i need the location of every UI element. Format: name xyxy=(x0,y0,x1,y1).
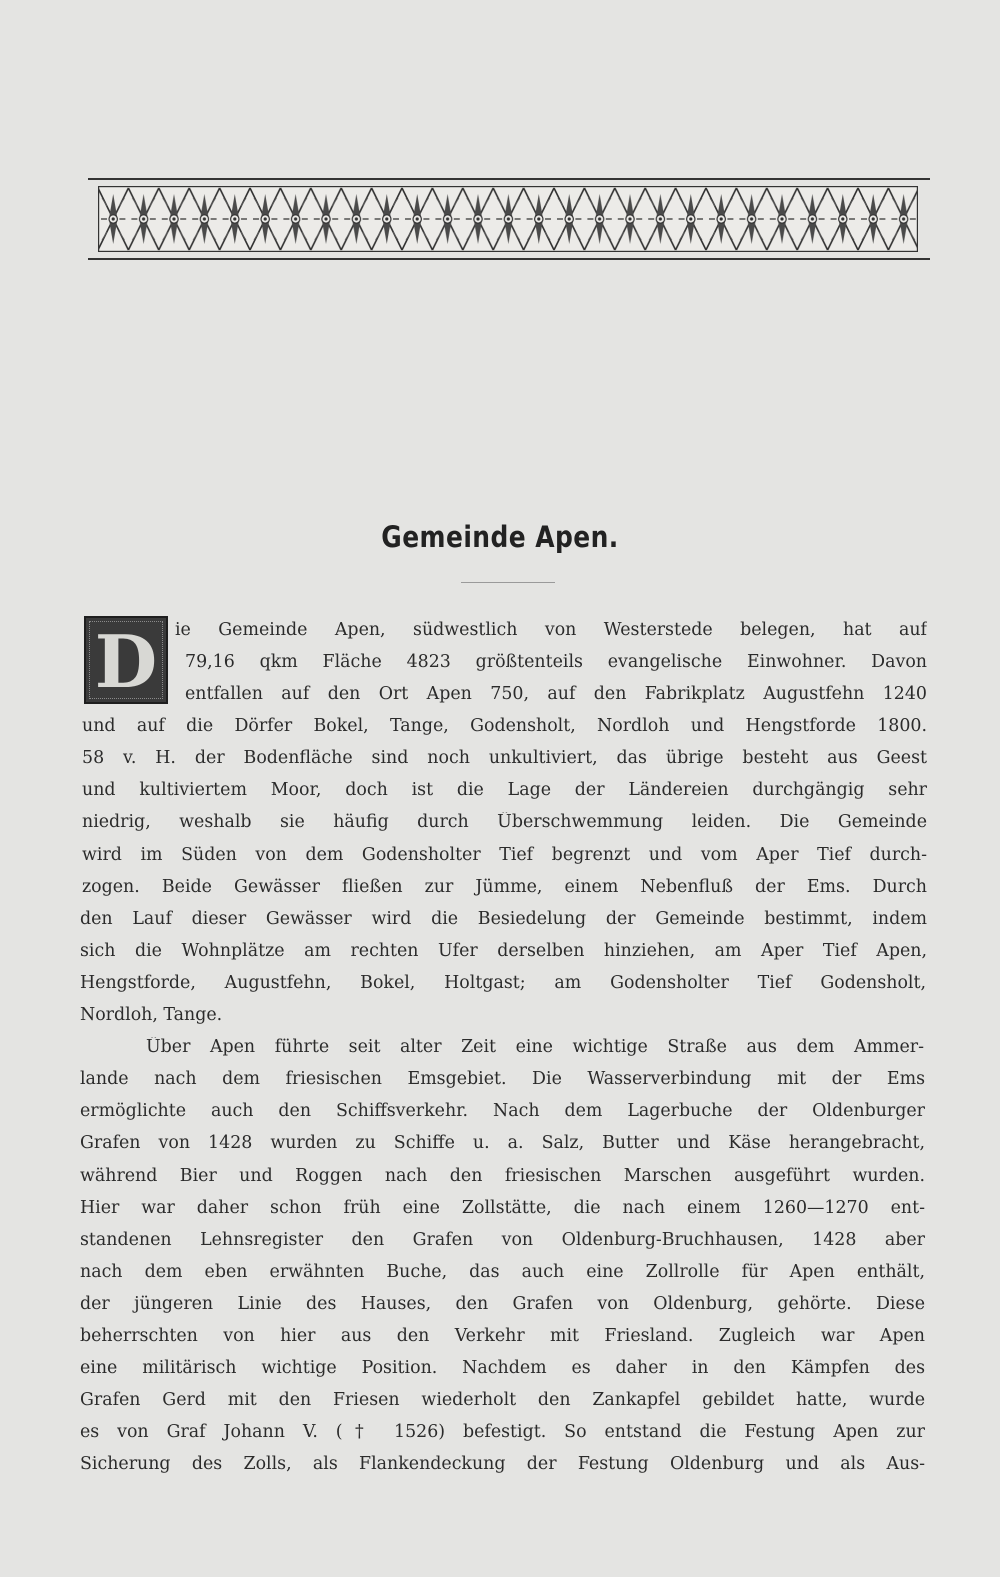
text-line: und auf die Dörfer Bokel, Tange, Godensholt, Nordloh und Hengstforde 1800. xyxy=(82,716,927,736)
text-line: 58 v. H. der Bodenfläche sind noch unkultiviert, das übrige besteht aus Geest xyxy=(82,748,927,768)
text-line: beherrschten von hier aus den Verkehr mit Friesland. Zugleich war Apen xyxy=(80,1326,925,1346)
text-line: Sicherung des Zolls, als Flankendeckung der Festung Oldenburg und als Aus- xyxy=(80,1454,925,1474)
text-line: wird im Süden von dem Godensholter Tief begrenzt und vom Aper Tief durch- xyxy=(82,845,927,865)
ornament-pattern-icon xyxy=(98,186,918,252)
text-line: niedrig, weshalb sie häufig durch Überschwemmung leiden. Die Gemeinde xyxy=(82,812,927,832)
title-divider xyxy=(461,582,555,583)
text-line: ermöglichte auch den Schiffsverkehr. Nach dem Lagerbuche der Oldenburger xyxy=(80,1101,925,1121)
text-line: entfallen auf den Ort Apen 750, auf den Fabrikplatz Augustfehn 1240 xyxy=(185,684,927,704)
text-line: es von Graf Johann V. († 1526) befestigt. So entstand die Festung Apen zur xyxy=(80,1422,925,1442)
text-line: während Bier und Roggen nach den friesischen Marschen ausgeführt wurden. xyxy=(80,1166,925,1186)
page-title: Gemeinde Apen. xyxy=(381,520,619,554)
text-line: Über Apen führte seit alter Zeit eine wichtige Straße aus dem Ammer- xyxy=(146,1037,924,1057)
text-line: der jüngeren Linie des Hauses, den Grafen von Oldenburg, gehörte. Diese xyxy=(80,1294,925,1314)
text-line: ie Gemeinde Apen, südwestlich von Westerstede belegen, hat auf xyxy=(175,620,927,640)
text-line: eine militärisch wichtige Position. Nachdem es daher in den Kämpfen des xyxy=(80,1358,925,1378)
text-line: standenen Lehnsregister den Grafen von Oldenburg-Bruchhausen, 1428 aber xyxy=(80,1230,925,1250)
drop-cap-initial xyxy=(84,616,168,704)
text-line: Grafen von 1428 wurden zu Schiffe u. a. Salz, Butter und Käse herangebracht, xyxy=(80,1133,925,1153)
text-line: den Lauf dieser Gewässer wird die Besiedelung der Gemeinde bestimmt, indem xyxy=(80,909,927,929)
drop-cap-letter: D xyxy=(94,619,158,704)
text-line: zogen. Beide Gewässer fließen zur Jümme, einem Nebenfluß der Ems. Durch xyxy=(82,877,927,897)
text-line: sich die Wohnplätze am rechten Ufer derselben hinziehen, am Aper Tief Apen, xyxy=(80,941,927,961)
text-line: nach dem eben erwähnten Buche, das auch eine Zollrolle für Apen enthält, xyxy=(80,1262,925,1282)
text-line: Hier war daher schon früh eine Zollstätte, die nach einem 1260—1270 ent- xyxy=(80,1198,925,1218)
text-line: Grafen Gerd mit den Friesen wiederholt den Zankapfel gebildet hatte, wurde xyxy=(80,1390,925,1410)
text-line: und kultiviertem Moor, doch ist die Lage der Ländereien durchgängig sehr xyxy=(82,780,927,800)
text-line: 79,16 qkm Fläche 4823 größtenteils evangelische Einwohner. Davon xyxy=(185,652,927,672)
text-line: lande nach dem friesischen Emsgebiet. Die Wasserverbindung mit der Ems xyxy=(80,1069,925,1089)
text-line: Hengstforde, Augustfehn, Bokel, Holtgast; am Godensholter Tief Godensholt, xyxy=(80,973,926,993)
ornamental-header-band xyxy=(88,178,930,260)
text-line: Nordloh, Tange. xyxy=(80,1005,223,1025)
